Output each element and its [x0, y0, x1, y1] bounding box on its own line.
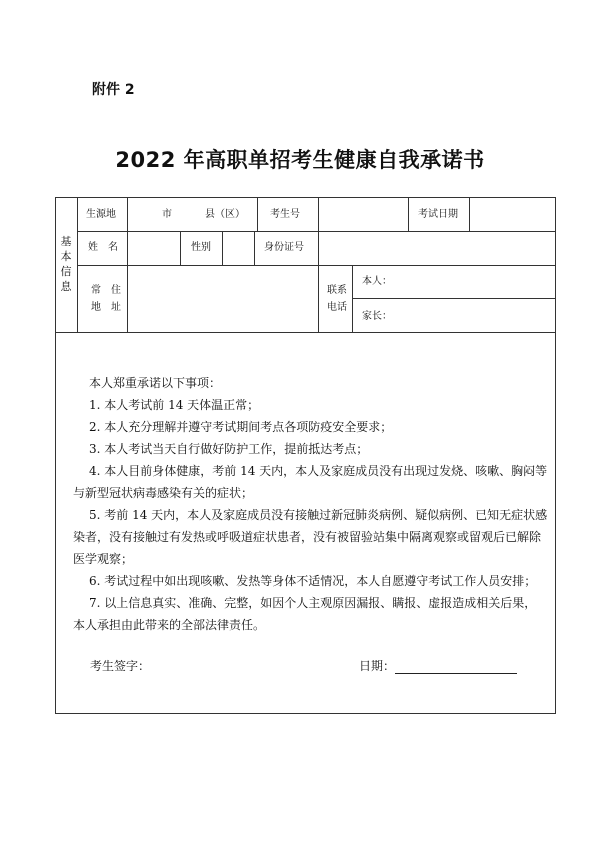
exam-number-label: 考生号 — [270, 209, 300, 220]
signer-label: 考生签字： — [90, 659, 151, 673]
city-label: 市 — [162, 209, 172, 220]
annex-label: 附件 2 — [92, 82, 135, 98]
pledge-item: 6. 考试过程中如出现咳嗽、发热等身体不适情况，本人自愿遵守考试工作人员安排； — [89, 574, 537, 588]
address-label-line1: 常 住 — [91, 285, 121, 296]
county-label: 县（区） — [205, 209, 245, 220]
parent-phone-label: 家长： — [362, 311, 392, 322]
pledge-item: 3. 本人考试当天自行做好防护工作，提前抵达考点； — [89, 442, 369, 456]
page-title: 2022 年高职单招考生健康自我承诺书 — [115, 148, 485, 172]
address-value[interactable] — [129, 267, 316, 330]
cell-divider — [469, 197, 470, 232]
pledge-item: 2. 本人充分理解并遵守考试期间考点各项防疫安全要求； — [89, 420, 393, 434]
table-top-border — [55, 197, 556, 198]
address-label-line2: 地 址 — [91, 302, 121, 313]
name-value[interactable] — [129, 233, 178, 263]
id-number-value[interactable] — [320, 233, 553, 263]
section-label-divider — [77, 197, 78, 332]
cell-divider — [318, 197, 319, 232]
gender-value[interactable] — [224, 233, 252, 263]
date-input-line[interactable] — [395, 659, 517, 674]
pledge-item: 7. 以上信息真实、准确、完整，如因个人主观原因漏报、瞒报、虚报造成相关后果，本人承担由此带来的全部法律责任。 — [73, 596, 537, 632]
cell-divider — [254, 231, 255, 266]
cell-divider — [127, 197, 128, 232]
cell-divider — [127, 265, 128, 332]
cell-divider — [222, 231, 223, 266]
exam-number-value[interactable] — [320, 199, 406, 229]
cell-divider — [318, 231, 319, 266]
cell-divider — [352, 265, 353, 332]
cell-divider — [318, 265, 319, 332]
id-number-label: 身份证号 — [264, 242, 304, 253]
section-label-basic-info: 基本信息 — [60, 235, 72, 293]
cell-divider — [180, 231, 181, 266]
cell-divider — [127, 231, 128, 266]
pledge-intro: 本人郑重承诺以下事项： — [89, 376, 222, 390]
table-section-divider — [55, 332, 556, 333]
phone-label-line1: 联系 — [327, 285, 347, 296]
pledge-item: 1. 本人考试前 14 天体温正常； — [89, 398, 260, 412]
pledge-body — [73, 372, 548, 636]
phone-label-line2: 电话 — [327, 302, 347, 313]
table-right-border — [555, 197, 556, 714]
exam-date-label: 考试日期 — [418, 209, 458, 220]
exam-date-value[interactable] — [471, 199, 553, 229]
table-row-divider — [77, 231, 556, 232]
source-label: 生源地 — [86, 209, 116, 220]
date-field — [359, 657, 517, 674]
cell-divider — [408, 197, 409, 232]
table-bottom-border — [55, 713, 556, 714]
pledge-item: 4. 本人目前身体健康，考前 14 天内，本人及家庭成员没有出现过发烧、咳嗽、胸闷等与新型冠状病毒感染有关的症状； — [73, 464, 548, 500]
table-left-border — [55, 197, 56, 714]
name-label: 姓 名 — [88, 242, 118, 253]
gender-label: 性别 — [191, 242, 211, 253]
self-phone-label: 本人： — [362, 276, 392, 287]
table-row-divider — [77, 265, 556, 266]
cell-divider — [257, 197, 258, 232]
pledge-item: 5. 考前 14 天内，本人及家庭成员没有接触过新冠肺炎病例、疑似病例、已知无症状感染者，没有接触过有发热或呼吸道症状患者，没有被留验站集中隔离观察或留观后已解除医学观察； — [73, 508, 548, 566]
table-phone-divider — [352, 298, 556, 299]
date-label: 日期： — [359, 659, 396, 673]
